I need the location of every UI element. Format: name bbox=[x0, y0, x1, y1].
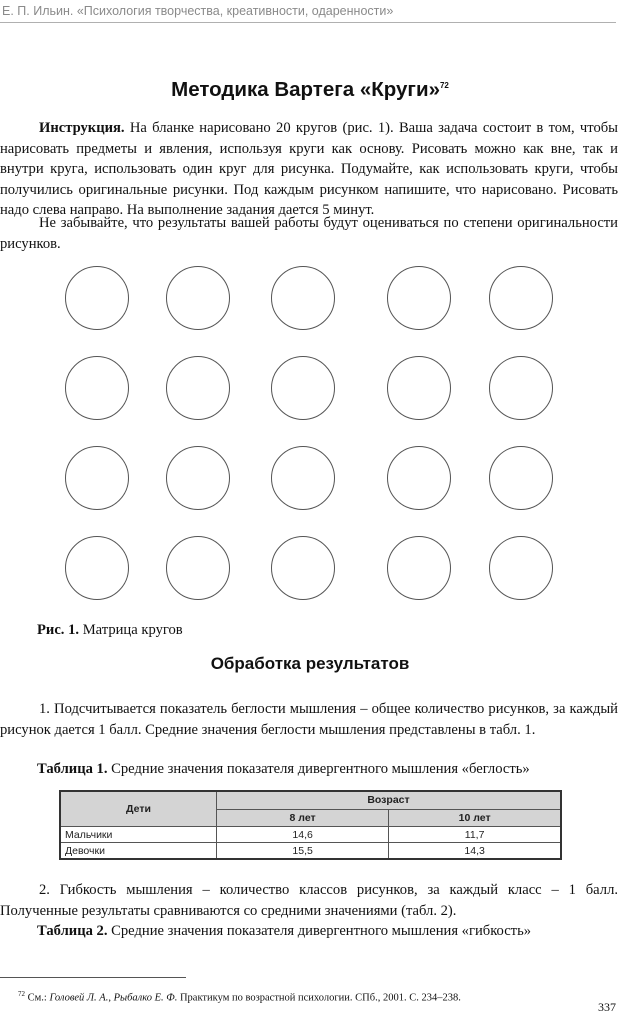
circle-4 bbox=[387, 266, 451, 330]
title-footnote-ref[interactable]: 72 bbox=[439, 81, 449, 91]
fluency-table bbox=[59, 790, 562, 860]
circle-12 bbox=[166, 446, 230, 510]
column-header-children: Дети bbox=[60, 791, 216, 827]
table-header-row bbox=[60, 791, 561, 809]
circle-5 bbox=[489, 266, 553, 330]
instruction-label: Инструкция. bbox=[39, 120, 125, 136]
instruction-body: На бланке нарисовано 20 кругов (рис. 1). Ваша задача состоит в том, чтобы нарисовать предметы и явления, используя круги как основу. Рисовать можно как вне, так и внутри круга, использовать один круг для рисунка. Подумайте, как использовать круги, чтобы получились оригинальные рисунки. Под каждым рисунком напишите, что нарисовано. Рисовать надо слева направо. На выполнение задания дается 5 минут. bbox=[0, 120, 618, 219]
page-title bbox=[0, 78, 620, 102]
figure-caption-text: Матрица кругов bbox=[79, 622, 183, 638]
reminder-paragraph: Не забывайте, что результаты вашей работы будут оцениваться по степени оригинальности рисунков. bbox=[0, 215, 618, 252]
circle-18 bbox=[271, 536, 335, 600]
circle-19 bbox=[387, 536, 451, 600]
circle-15 bbox=[489, 446, 553, 510]
circle-2 bbox=[166, 266, 230, 330]
cell-girls-8: 15,5 bbox=[216, 843, 388, 860]
table1-caption-text: Средние значения показателя дивергентного мышления «беглость» bbox=[107, 761, 530, 777]
table2-caption-label: Таблица 2. bbox=[37, 923, 108, 939]
figure-caption bbox=[37, 620, 183, 640]
table2-caption bbox=[37, 921, 531, 941]
title-text: Методика Вартега «Круги» bbox=[171, 78, 440, 101]
footnote-rest: Практикум по возрастной психологии. СПб., 2001. С. 234–238. bbox=[177, 992, 461, 1004]
footnote-prefix: См.: bbox=[25, 992, 50, 1004]
column-header-age: Возраст bbox=[216, 791, 561, 809]
circle-7 bbox=[166, 356, 230, 420]
page-number: 337 bbox=[598, 1000, 616, 1014]
circle-20 bbox=[489, 536, 553, 600]
header-rule bbox=[0, 22, 616, 23]
column-header-10-years: 10 лет bbox=[389, 809, 561, 826]
processing-item-1: 1. Подсчитывается показатель беглости мышления – общее количество рисунков, за каждый рисунок дается 1 балл. Средние значения беглости мышления представлены в табл. 1. bbox=[0, 701, 618, 738]
table-row bbox=[60, 843, 561, 860]
circle-8 bbox=[271, 356, 335, 420]
row-label-boys: Мальчики bbox=[60, 827, 216, 843]
processing-item-2: 2. Гибкость мышления – количество классов рисунков, за каждый класс – 1 балл. Полученные результаты сравниваются со средними значениями (табл. 2). bbox=[0, 882, 618, 919]
circle-6 bbox=[65, 356, 129, 420]
table2-caption-text: Средние значения показателя дивергентного мышления «гибкость» bbox=[107, 923, 532, 939]
circle-matrix-figure bbox=[0, 266, 620, 616]
figure-caption-label: Рис. 1. bbox=[37, 622, 80, 638]
circle-14 bbox=[387, 446, 451, 510]
cell-boys-10: 11,7 bbox=[389, 827, 561, 843]
cell-girls-10: 14,3 bbox=[389, 843, 561, 860]
footnote-author-2: Рыбалко Е. Ф. bbox=[113, 992, 178, 1004]
circle-17 bbox=[166, 536, 230, 600]
footnote-rule bbox=[0, 977, 186, 978]
circle-1 bbox=[65, 266, 129, 330]
footnote-number: 72 bbox=[18, 990, 25, 998]
circle-9 bbox=[387, 356, 451, 420]
footnote-separator: , bbox=[108, 992, 114, 1004]
cell-boys-8: 14,6 bbox=[216, 827, 388, 843]
circle-16 bbox=[65, 536, 129, 600]
circle-10 bbox=[489, 356, 553, 420]
row-label-girls: Девочки bbox=[60, 843, 216, 860]
table1-caption-label: Таблица 1. bbox=[37, 761, 108, 777]
running-head: Е. П. Ильин. «Психология творчества, креативности, одаренности» bbox=[2, 4, 394, 18]
circle-11 bbox=[65, 446, 129, 510]
table-row bbox=[60, 827, 561, 843]
table1-caption bbox=[37, 759, 530, 779]
circle-3 bbox=[271, 266, 335, 330]
instruction-paragraph bbox=[0, 118, 618, 221]
footnote-author-1: Головей Л. А. bbox=[49, 992, 109, 1004]
column-header-8-years: 8 лет bbox=[216, 809, 388, 826]
circle-13 bbox=[271, 446, 335, 510]
section-title: Обработка результатов bbox=[210, 654, 410, 673]
footnote bbox=[18, 987, 461, 1006]
